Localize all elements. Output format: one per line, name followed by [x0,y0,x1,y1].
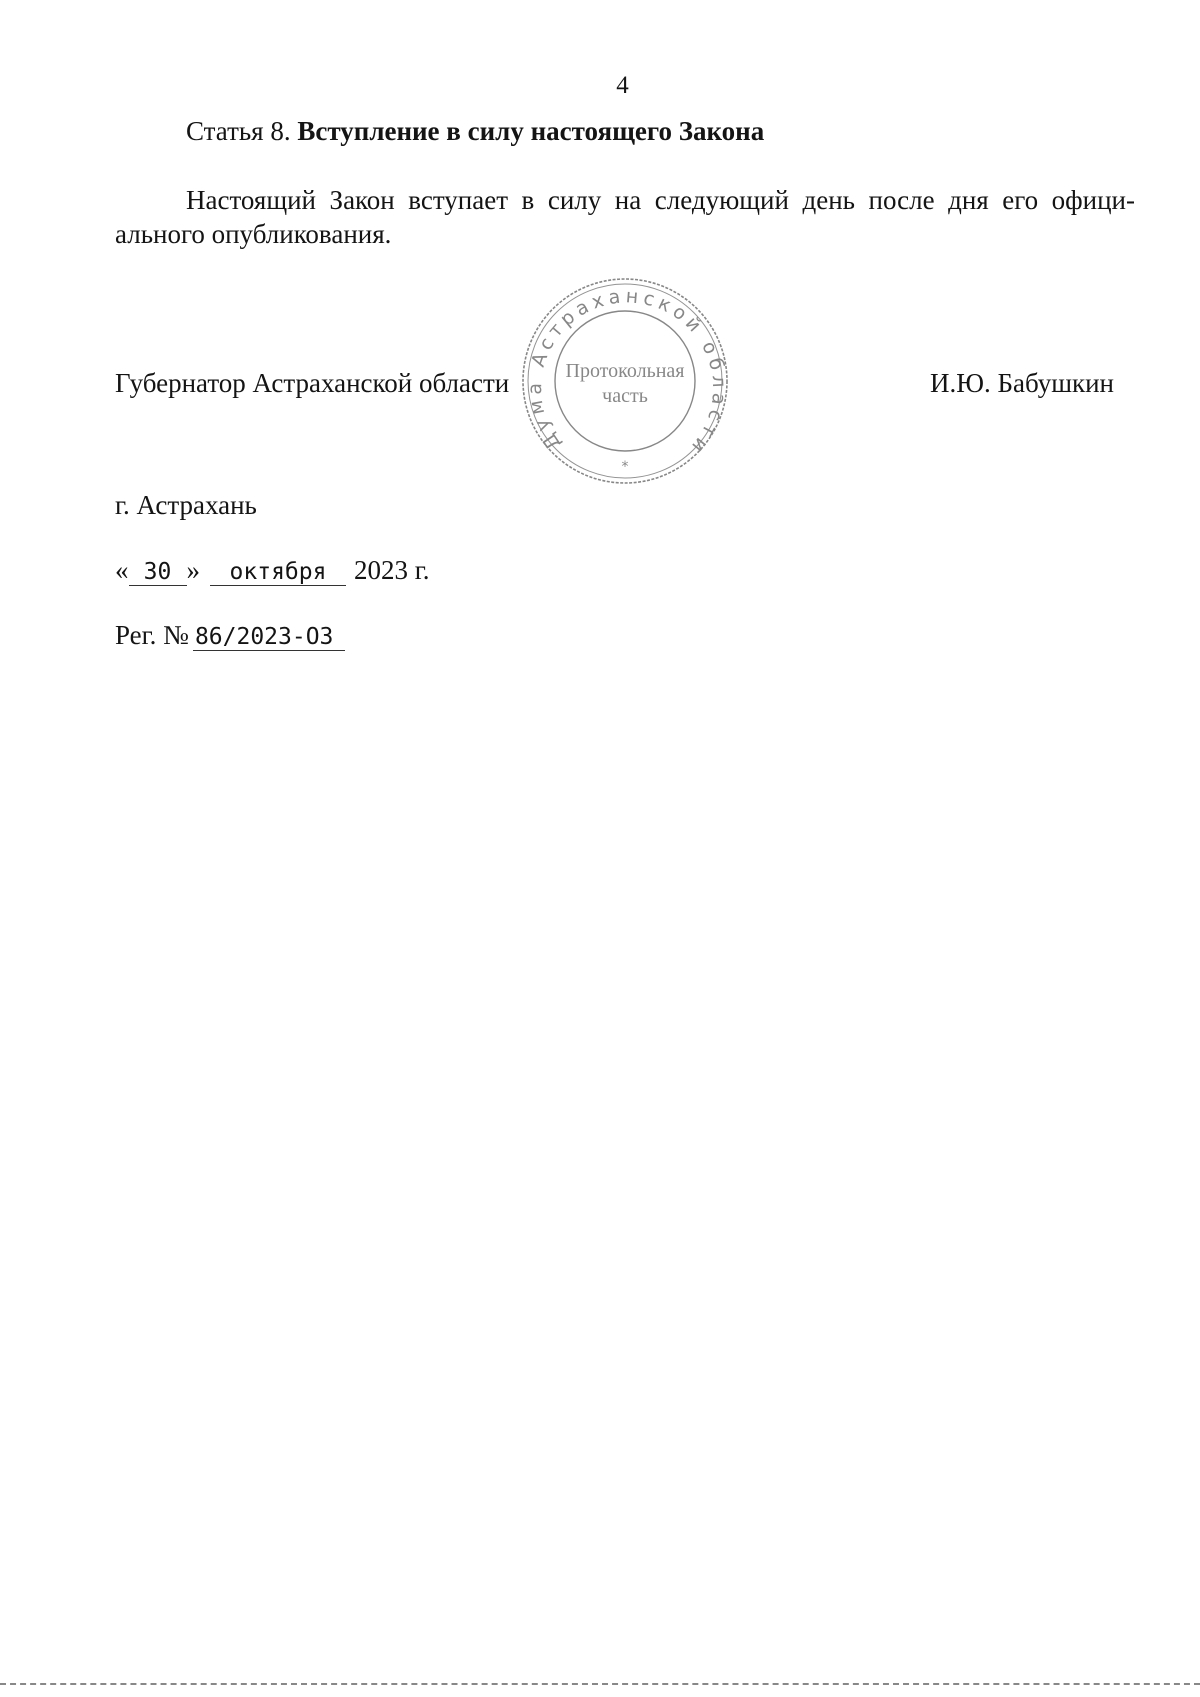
date-month: октября [210,559,346,586]
registration-line [115,620,345,651]
date-year: 2023 г. [354,555,430,585]
seal-inner-line-1: Протокольная [565,360,685,382]
official-seal-stamp [519,275,731,487]
registration-label: Рег. № [115,620,189,650]
registration-number: 86/2023-ОЗ [193,624,345,651]
date-open-quote: « [115,555,129,585]
date-line [115,555,430,586]
body-line-2: ального опубликования. [115,219,392,249]
page-number: 4 [616,72,629,99]
body-line-1: Настоящий Закон вступает в силу на следующий день после дня его офици- [186,185,1135,215]
article-heading [186,116,764,147]
signatory-position: Губернатор Астраханской области [115,368,510,398]
seal-outer-text: Дума Астраханской области [523,285,731,461]
seal-inner-line-2: часть [602,385,648,407]
date-close-quote: » [186,555,200,585]
seal-graphic [519,275,731,487]
seal-star: * [621,459,629,475]
article-title: Вступление в силу настоящего Закона [297,116,765,146]
article-number: Статья 8. [186,116,291,146]
date-day: 30 [129,559,187,586]
page-bottom-divider [0,1683,1200,1685]
article-body [115,183,1135,251]
signatory-name: И.Ю. Бабушкин [930,368,1115,398]
place-of-signing: г. Астрахань [115,490,257,520]
